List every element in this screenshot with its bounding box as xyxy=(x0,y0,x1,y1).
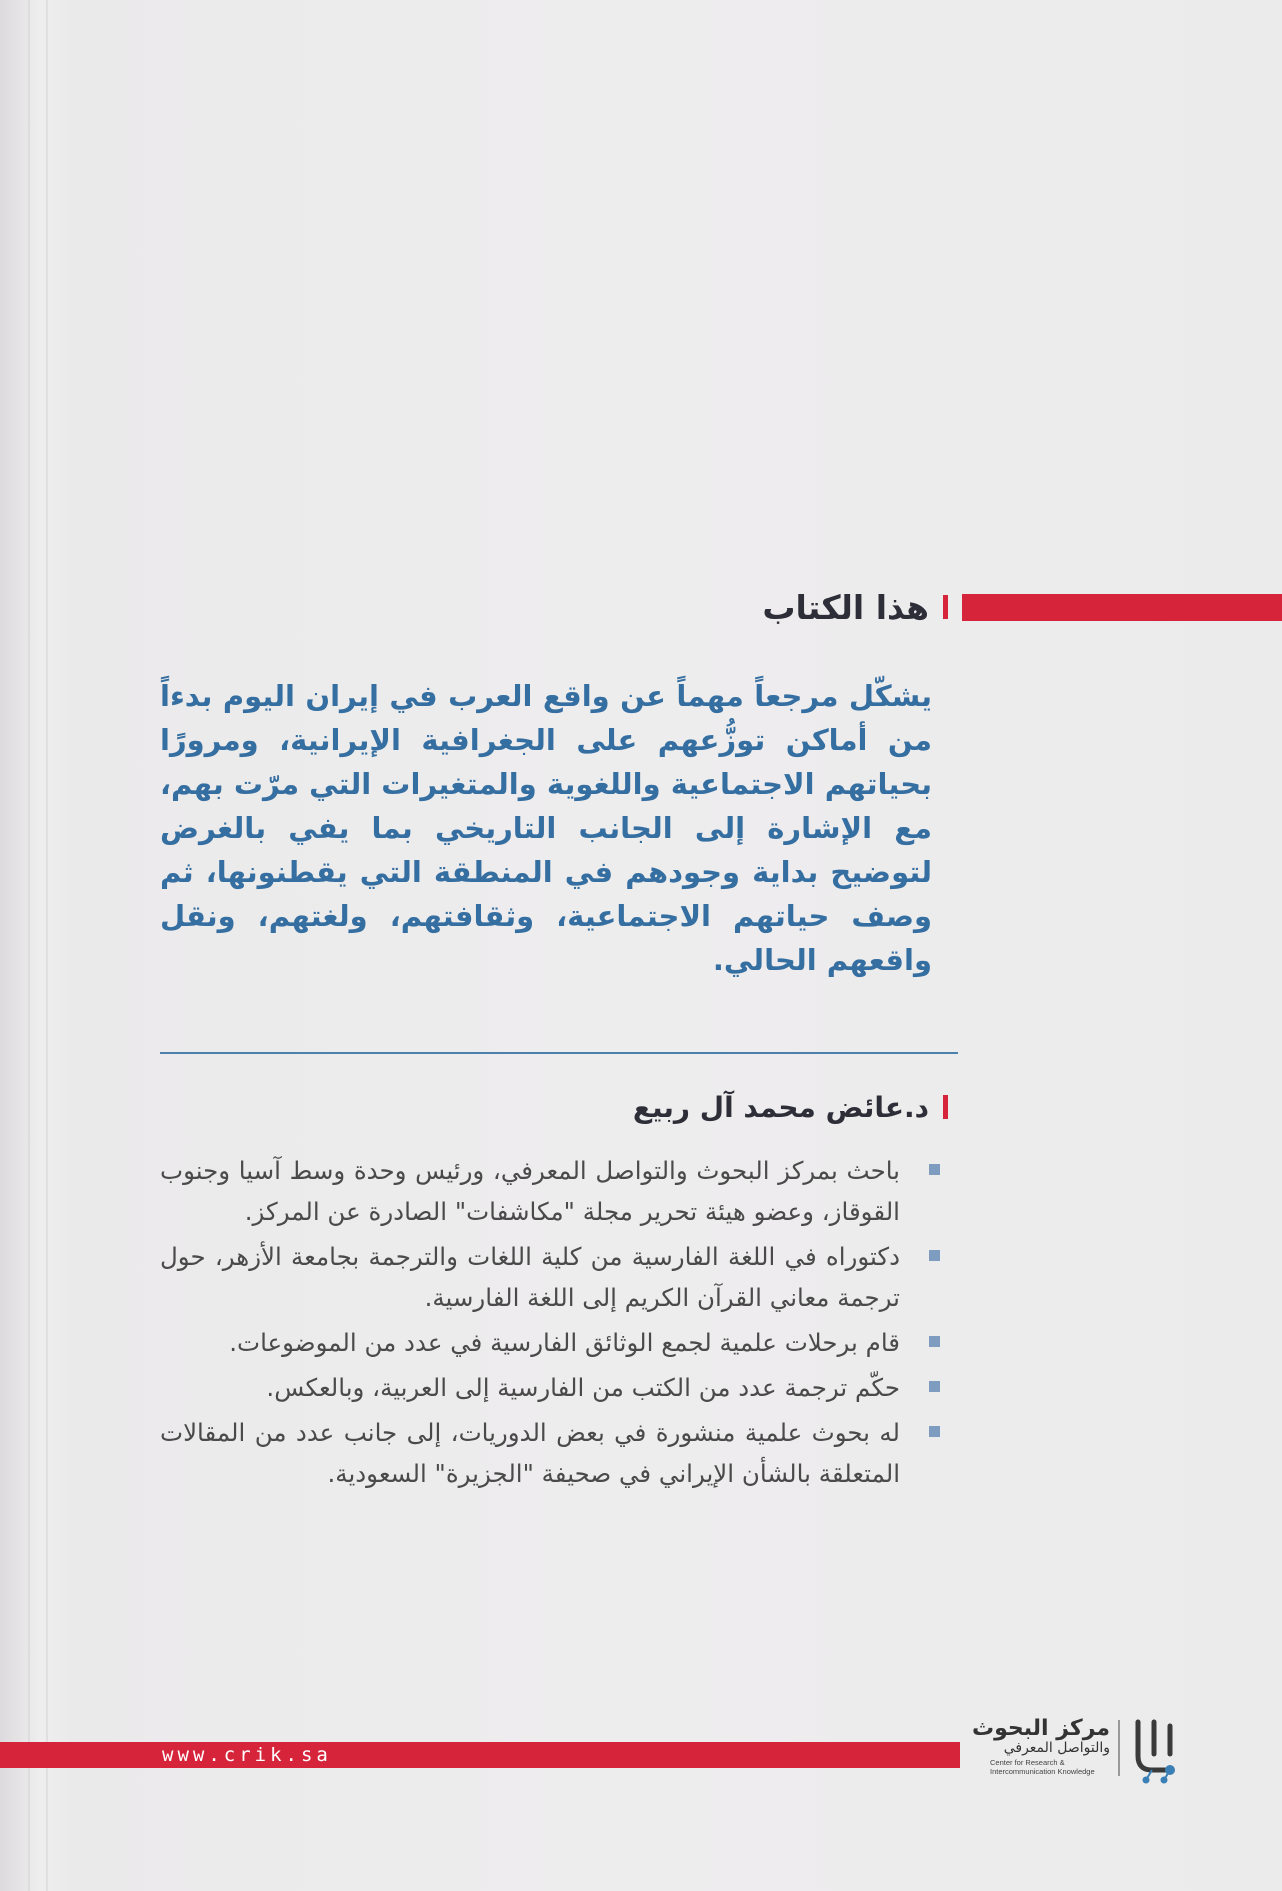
bio-item xyxy=(160,1367,900,1408)
square-bullet-icon xyxy=(929,1381,940,1392)
spine-crease xyxy=(28,0,30,1891)
logo-name-english: Center for Research & Intercommunication Knowledge xyxy=(990,1758,1095,1776)
square-bullet-icon xyxy=(929,1336,940,1347)
publisher-logo xyxy=(972,1712,1190,1792)
header-tick xyxy=(943,1095,948,1119)
author-name: د.عائض محمد آل ربيع xyxy=(632,1090,929,1124)
logo-separator xyxy=(1118,1720,1120,1776)
logo-name-arabic-line2: والتواصل المعرفي xyxy=(1003,1740,1110,1756)
square-bullet-icon xyxy=(929,1250,940,1261)
bio-text: قام برحلات علمية لجمع الوثائق الفارسية في عدد من الموضوعات. xyxy=(229,1328,900,1357)
spine-crease xyxy=(46,0,48,1891)
header-tick xyxy=(943,595,948,619)
header-red-bar xyxy=(962,594,1282,621)
website-url[interactable]: www.crik.sa xyxy=(162,1744,332,1766)
header-spacer xyxy=(962,1094,1282,1121)
footer-red-bar xyxy=(0,1742,960,1768)
book-description: يشكّل مرجعاً مهماً عن واقع العرب في إيران اليوم بدءاً من أماكن توزُّعهم على الجغرافية الإيرانية، ومرورًا بحياتهم الاجتماعية واللغوية والمتغيرات التي مرّت بهم، مع الإشارة إلى الجانب التاريخي بما يفي بالغرض لتوضيح بداية وجودهم في المنطقة التي يقطنونها، ثم وصف حياتهم الاجتماعية، وثقافتهم، ولغتهم، ونقل واقعهم الحالي. xyxy=(160,679,932,977)
author-bio-list xyxy=(160,1150,900,1498)
bio-text: دكتوراه في اللغة الفارسية من كلية اللغات والترجمة بجامعة الأزهر، حول ترجمة معاني القرآن الكريم إلى اللغة الفارسية. xyxy=(160,1242,900,1312)
author-section-header xyxy=(0,1087,1282,1127)
square-bullet-icon xyxy=(929,1426,940,1437)
bio-item xyxy=(160,1412,900,1494)
bio-item xyxy=(160,1322,900,1363)
logo-name-arabic: مركز البحوث xyxy=(972,1716,1110,1741)
section-divider xyxy=(160,1052,958,1054)
bio-text: باحث بمركز البحوث والتواصل المعرفي، ورئيس وحدة وسط آسيا وجنوب القوقاز، وعضو هيئة تحرير مجلة "مكاشفات" الصادرة عن المركز. xyxy=(160,1156,900,1226)
bio-item xyxy=(160,1150,900,1232)
book-section-header xyxy=(0,587,1282,627)
bio-item xyxy=(160,1236,900,1318)
book-section-title: هذا الكتاب xyxy=(762,587,929,627)
bio-text: له بحوث علمية منشورة في بعض الدوريات، إلى جانب عدد من المقالات المتعلقة بالشأن الإيراني في صحيفة "الجزيرة" السعودية. xyxy=(160,1418,900,1488)
square-bullet-icon xyxy=(929,1164,940,1175)
bio-text: حكّم ترجمة عدد من الكتب من الفارسية إلى العربية، وبالعكس. xyxy=(266,1373,900,1402)
network-mark-icon xyxy=(1124,1716,1184,1784)
